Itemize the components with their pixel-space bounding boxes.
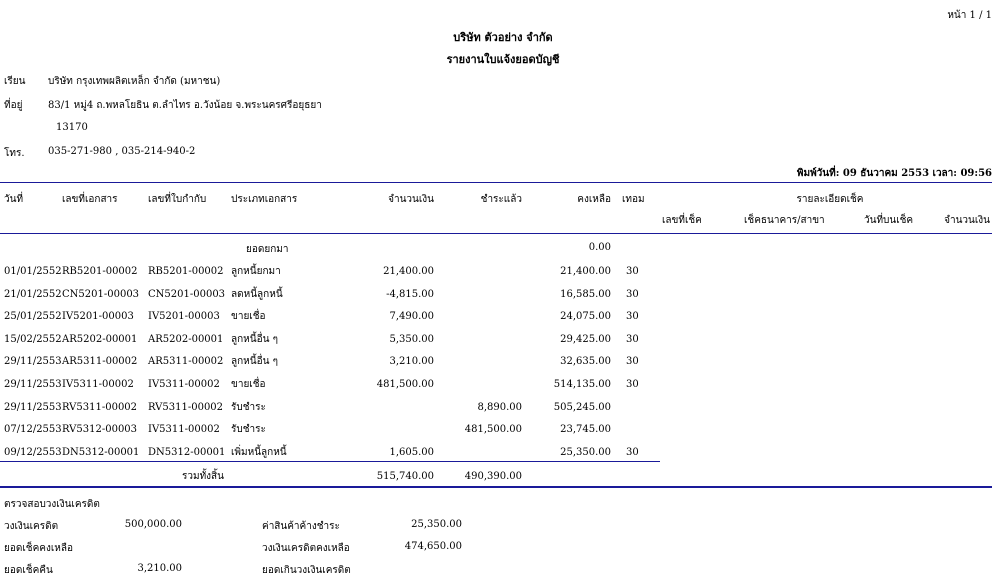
cell-balance: 24,075.00 — [560, 311, 611, 322]
opening-label: ยอดยกมา — [246, 244, 289, 255]
cell-ref-no: RB5201-00002 — [148, 266, 224, 277]
to-value: บริษัท กรุงเทพผลิตเหล็ก จำกัด (มหาชน) — [48, 76, 221, 87]
cell-type: เพิ่มหนี้ลูกหนี้ — [231, 447, 287, 458]
address-line2: 13170 — [56, 122, 88, 133]
cell-balance: 25,350.00 — [560, 447, 611, 458]
cell-ref-no: CN5201-00003 — [148, 289, 226, 300]
cell-amount: 5,350.00 — [389, 334, 434, 345]
cell-date: 21/01/2552 — [4, 289, 62, 300]
cell-type: ลูกหนี้อื่น ๆ — [231, 356, 279, 367]
header-paid: ชำระแล้ว — [480, 194, 522, 205]
cell-ref-no: IV5311-00002 — [148, 424, 220, 435]
phone-label: โทร. — [4, 148, 25, 159]
cell-term: 30 — [626, 334, 639, 345]
cell-doc-no: IV5311-00002 — [62, 379, 134, 390]
page-number: หน้า 1 / 1 — [947, 10, 992, 21]
cell-date: 09/12/2553 — [4, 447, 62, 458]
cell-ref-no: IV5201-00003 — [148, 311, 220, 322]
cell-amount: 7,490.00 — [389, 311, 434, 322]
cell-doc-no: IV5201-00003 — [62, 311, 134, 322]
cell-type: รับชำระ — [231, 424, 266, 435]
header-term: เทอม — [622, 194, 645, 205]
cell-doc-no: AR5202-00001 — [62, 334, 138, 345]
cell-ref-no: AR5311-00002 — [148, 356, 224, 367]
cell-paid: 8,890.00 — [477, 402, 522, 413]
header-cheque-no: เลขที่เช็ค — [662, 215, 702, 226]
to-label: เรียน — [4, 76, 26, 87]
cell-balance: 514,135.00 — [553, 379, 611, 390]
cell-type: ลูกหนี้อื่น ๆ — [231, 334, 279, 345]
cell-paid: 481,500.00 — [464, 424, 522, 435]
cell-amount: 1,605.00 — [389, 447, 434, 458]
cell-balance: 23,745.00 — [560, 424, 611, 435]
company-name: บริษัท ตัวอย่าง จำกัด — [453, 31, 553, 44]
cell-type: ลดหนี้ลูกหนี้ — [231, 289, 283, 300]
cell-balance: 21,400.00 — [560, 266, 611, 277]
cell-doc-no: RV5312-00003 — [62, 424, 138, 435]
totals-amount: 515,740.00 — [376, 471, 434, 482]
totals-paid: 490,390.00 — [464, 471, 522, 482]
header-balance: คงเหลือ — [577, 194, 611, 205]
cell-date: 07/12/2553 — [4, 424, 62, 435]
cell-date: 29/11/2553 — [4, 402, 62, 413]
report-title: รายงานใบแจ้งยอดบัญชี — [446, 53, 560, 66]
credit-limit-value: 500,000.00 — [124, 519, 182, 530]
header-bank-branch: เช็คธนาคาร/สาขา — [744, 215, 825, 226]
header-cheque-date: วันที่บนเช็ค — [864, 215, 914, 226]
header-bottom-rule — [0, 233, 992, 234]
credit-title: ตรวจสอบวงเงินเครดิต — [4, 499, 100, 510]
remaining-credit-label: วงเงินเครดิตคงเหลือ — [262, 543, 350, 554]
outstanding-value: 25,350.00 — [411, 519, 462, 530]
totals-top-rule — [0, 461, 660, 462]
cell-doc-no: DN5312-00001 — [62, 447, 140, 458]
cell-amount: 21,400.00 — [383, 266, 434, 277]
totals-label: รวมทั้งสิ้น — [182, 471, 224, 482]
cell-ref-no: RV5311-00002 — [148, 402, 224, 413]
over-credit-label: ยอดเกินวงเงินเครดิต — [262, 565, 351, 576]
header-date: วันที่ — [4, 194, 24, 205]
cell-type: ลูกหนี้ยกมา — [231, 266, 281, 277]
header-doc-type: ประเภทเอกสาร — [231, 194, 298, 205]
header-cheque-amount: จำนวนเงิน — [944, 215, 990, 226]
cell-term: 30 — [626, 311, 639, 322]
outstanding-label: ค่าสินค้าค้างชำระ — [262, 521, 340, 532]
cell-term: 30 — [626, 379, 639, 390]
cell-ref-no: IV5311-00002 — [148, 379, 220, 390]
address-line1: 83/1 หมู่4 ถ.พหลโยธิน ต.ลำไทร อ.วังน้อย จ.พระนครศรีอยุธยา — [48, 100, 322, 111]
remaining-credit-value: 474,650.00 — [404, 541, 462, 552]
cell-term: 30 — [626, 289, 639, 300]
opening-balance: 0.00 — [588, 242, 611, 253]
cell-balance: 505,245.00 — [553, 402, 611, 413]
cheque-return-label: ยอดเช็คคืน — [4, 565, 53, 576]
cell-amount: 481,500.00 — [376, 379, 434, 390]
cell-type: รับชำระ — [231, 402, 266, 413]
header-ref-no: เลขที่ใบกำกับ — [148, 194, 207, 205]
cell-balance: 16,585.00 — [560, 289, 611, 300]
cell-balance: 32,635.00 — [560, 356, 611, 367]
address-label: ที่อยู่ — [4, 100, 23, 111]
header-cheque-detail: รายละเอียดเช็ค — [796, 194, 864, 205]
phone-value: 035-271-980 , 035-214-940-2 — [48, 146, 196, 157]
cell-type: ขายเชื่อ — [231, 311, 266, 322]
cell-date: 25/01/2552 — [4, 311, 62, 322]
cell-doc-no: AR5311-00002 — [62, 356, 138, 367]
header-amount: จำนวนเงิน — [388, 194, 434, 205]
cell-ref-no: AR5202-00001 — [148, 334, 224, 345]
cell-doc-no: RV5311-00002 — [62, 402, 138, 413]
cell-date: 15/02/2552 — [4, 334, 62, 345]
cell-date: 29/11/2553 — [4, 356, 62, 367]
cell-doc-no: CN5201-00003 — [62, 289, 140, 300]
cheque-remain-label: ยอดเช็คคงเหลือ — [4, 543, 73, 554]
cell-date: 01/01/2552 — [4, 266, 62, 277]
credit-limit-label: วงเงินเครดิต — [4, 521, 59, 532]
cell-type: ขายเชื่อ — [231, 379, 266, 390]
print-info: พิมพ์วันที่: 09 ธันวาคม 2553 เวลา: 09:56 — [796, 168, 992, 179]
cell-doc-no: RB5201-00002 — [62, 266, 138, 277]
cell-amount: -4,815.00 — [386, 289, 434, 300]
cell-term: 30 — [626, 447, 639, 458]
cell-term: 30 — [626, 356, 639, 367]
cell-amount: 3,210.00 — [389, 356, 434, 367]
cheque-return-value: 3,210.00 — [137, 563, 182, 574]
cell-balance: 29,425.00 — [560, 334, 611, 345]
cell-ref-no: DN5312-00001 — [148, 447, 226, 458]
totals-bottom-rule — [0, 486, 992, 488]
header-doc-no: เลขที่เอกสาร — [62, 194, 118, 205]
cell-term: 30 — [626, 266, 639, 277]
header-top-rule — [0, 182, 992, 183]
cell-date: 29/11/2553 — [4, 379, 62, 390]
